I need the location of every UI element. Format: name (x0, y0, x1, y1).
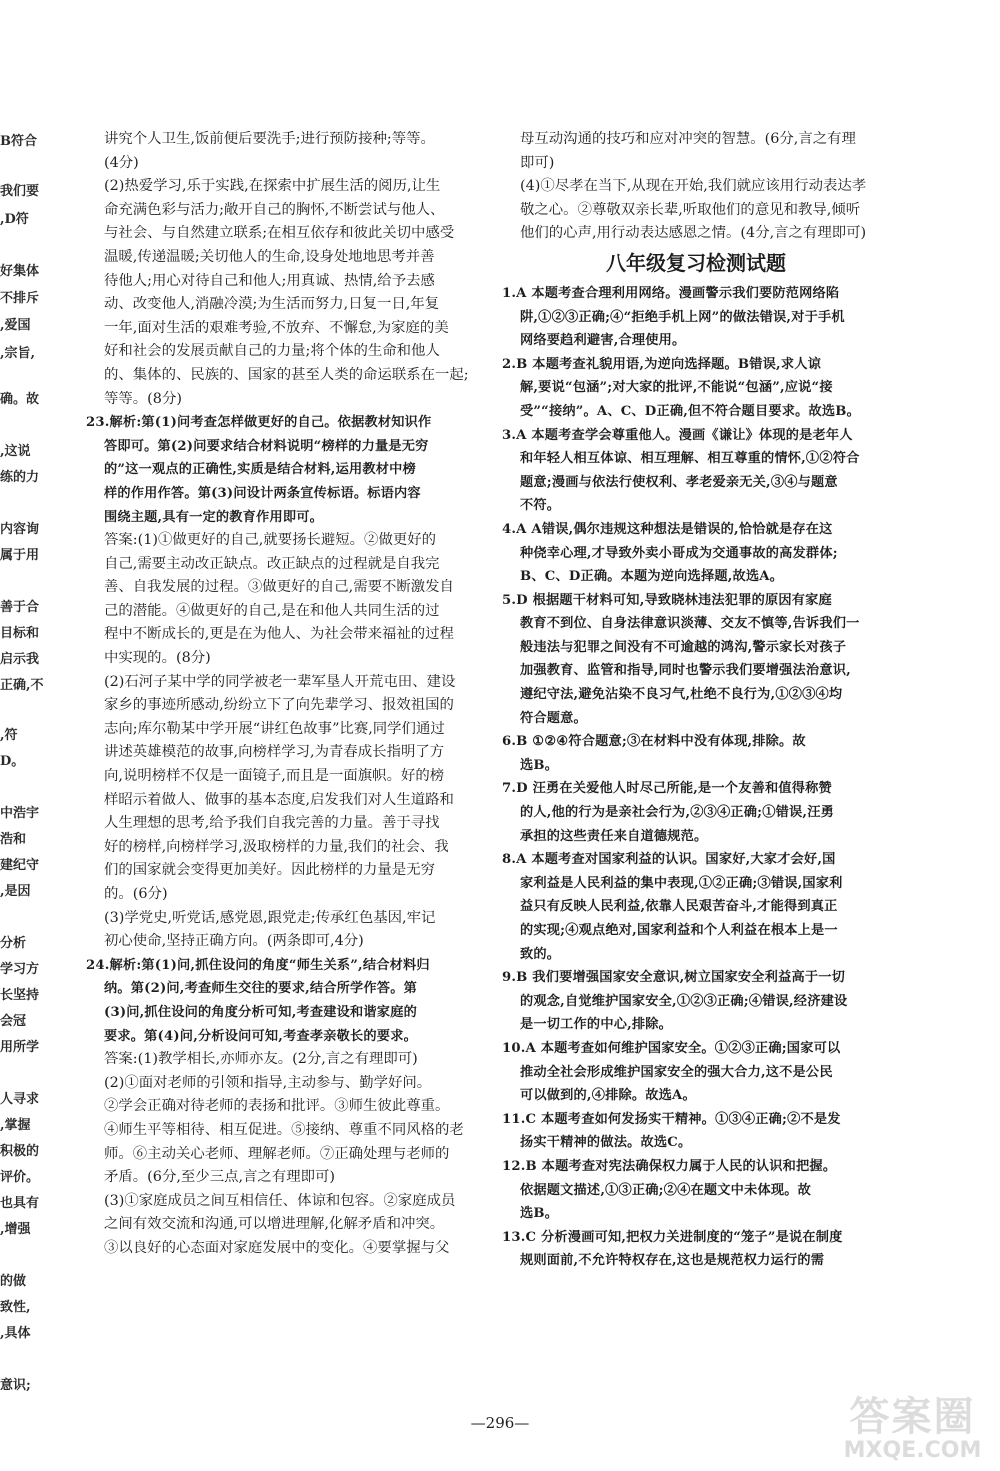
text-line: 讲述英雄模范的故事,向榜样学习,为青春成长指明了方 (104, 744, 445, 761)
text-line: (2)热爱学习,乐于实践,在探索中扩展生活的阅历,让生 (104, 178, 441, 195)
cropped-text-fragment: 启示我 (0, 652, 40, 667)
cropped-text-fragment: 分析 (0, 936, 27, 951)
cropped-text-fragment: 善于合 (0, 600, 40, 615)
answer-line: 4.A A错误,偶尔违规这种想法是错误的,恰恰就是存在这 (502, 521, 833, 537)
cropped-text-fragment: ,是因 (0, 884, 31, 899)
text-line: 人生理想的思考,给予我们自我完善的力量。善于寻找 (104, 815, 440, 832)
answer-line: 推动全社会形成维护国家安全的强大合力,这不是公民 (520, 1064, 833, 1080)
cropped-text-fragment: B符合 (0, 134, 37, 149)
text-line: 即可) (520, 154, 555, 171)
text-line: 母互动沟通的技巧和应对冲突的智慧。(6分,言之有理 (520, 131, 856, 147)
answer-line: 受”“接纳”。A、C、D正确,但不符合题目要求。故选B。 (520, 403, 861, 419)
cropped-text-fragment: ,掌握 (0, 1118, 31, 1133)
cropped-text-fragment: 正确,不 (0, 678, 44, 693)
answer-line: 的观念,自觉维护国家安全,①②③正确;④错误,经济建设 (520, 993, 848, 1009)
answer-line: 不符。 (520, 498, 561, 514)
text-line: 之间有效交流和沟通,可以增进理解,化解矛盾和冲突。 (104, 1216, 445, 1233)
text-line: (4)①尽孝在当下,从现在开始,我们就应该用行动表达孝 (520, 178, 867, 195)
text-line: 24.解析:第(1)问,抓住设问的角度“师生关系”,结合材料归 (86, 957, 430, 973)
text-line: 要求。第(4)问,分析设问可知,考查孝亲敬长的要求。 (104, 1028, 417, 1044)
text-line: ④师生平等相待、相互促进。⑤接纳、尊重不同风格的老 (104, 1121, 464, 1138)
answer-line: 10.A 本题考查如何维护国家安全。①②③正确;国家可以 (502, 1040, 841, 1056)
answer-line: 阱,①②③正确;④“拒绝手机上网”的做法错误,对于手机 (520, 309, 845, 325)
answer-line: 是一切工作的中心,排除。 (520, 1017, 673, 1033)
answer-line: 般违法与犯罪之间没有不可逾越的鸿沟,警示家长对孩子 (520, 639, 847, 655)
text-line: (3)①家庭成员之间互相信任、体谅和包容。②家庭成员 (104, 1192, 456, 1209)
text-line: 围绕主题,具有一定的教育作用即可。 (104, 509, 323, 525)
answer-line: 和年轻人相互体谅、相互理解、相互尊重的情怀,①②符合 (520, 451, 860, 467)
text-line: 矛盾。(6分,至少三点,言之有理即可) (104, 1169, 336, 1186)
text-line: 的、集体的、民族的、国家的甚至人类的命运联系在一起; (104, 366, 469, 383)
text-line: 答即可。第(2)问要求结合材料说明“榜样的力量是无穷 (104, 438, 429, 454)
watermark-logo-text: 答案圈 (849, 1394, 976, 1440)
text-line: (3)问,抓住设问的角度分析可知,考查建设和谐家庭的 (104, 1004, 417, 1020)
cropped-text-fragment: 确。故 (0, 392, 40, 407)
cropped-text-fragment: ,具体 (0, 1326, 31, 1341)
text-line: 答案:(1)①做更好的自己,就要扬长避短。②做更好的 (104, 532, 437, 549)
cropped-text-fragment: ,宗旨, (0, 346, 36, 361)
cropped-text-fragment: 建纪守 (0, 858, 40, 873)
answer-line: 的人,他的行为是亲社会行为,②③④正确;①错误,汪勇 (520, 805, 834, 821)
cropped-text-fragment: 好集体 (0, 264, 40, 279)
text-line: 好的榜样,向榜样学习,汲取榜样的力量,我们的社会、我 (104, 838, 449, 855)
answer-line: 5.D 根据题干材料可知,导致晓林违法犯罪的原因有家庭 (502, 592, 832, 608)
text-line: 待他人;用心对待自己和他人;用真诚、热情,给予去感 (104, 272, 435, 289)
text-line: 志向;库尔勒某中学开展“讲红色故事”比赛,同学们通过 (104, 720, 445, 737)
answer-line: 解,要说“包涵”;对大家的批评,不能说“包涵”,应说“接 (520, 380, 833, 396)
section-title: 八年级复习检测试题 (606, 250, 786, 275)
cropped-text-fragment: ,爱国 (0, 318, 31, 333)
cropped-text-fragment: 致性, (0, 1300, 31, 1315)
answer-line: 符合题意。 (520, 710, 587, 726)
cropped-text-fragment: 也具有 (0, 1196, 40, 1211)
answer-line: 种侥幸心理,才导致外卖小哥成为交通事故的高发群体; (520, 545, 838, 561)
answer-line: 教育不到位、自身法律意识淡薄、交友不慎等,告诉我们一 (520, 616, 860, 632)
cropped-text-fragment: 意识; (0, 1378, 31, 1393)
cropped-text-fragment: ,这说 (0, 444, 31, 459)
cropped-text-fragment: 不排斥 (0, 291, 40, 306)
answer-line: 益只有反映人民利益,依靠人民艰苦奋斗,才能得到真正 (520, 899, 838, 915)
answer-line: 规则面前,不允许特权存在,这也是规范权力运行的需 (520, 1253, 825, 1269)
cropped-text-fragment: 长坚持 (0, 988, 40, 1003)
cropped-text-fragment: 练的力 (0, 470, 40, 485)
text-line: 师。⑥主动关心老师、理解老师。⑦正确处理与老师的 (104, 1145, 450, 1162)
answer-line: 9.B 我们要增强国家安全意识,树立国家安全利益高于一切 (502, 970, 846, 986)
cropped-text-fragment: D。 (0, 754, 25, 769)
text-line: ②学会正确对待老师的表扬和批评。③师生彼此尊重。 (104, 1098, 450, 1115)
cropped-text-fragment: 用所学 (0, 1040, 40, 1055)
answer-line: 选B。 (520, 1206, 559, 1222)
text-line: 纳。第(2)问,考查师生交往的要求,结合所学作答。第 (104, 981, 417, 997)
text-line: 己的潜能。④做更好的自己,是在和他人共同生活的过 (104, 602, 440, 619)
cropped-text-fragment: ,增强 (0, 1222, 31, 1237)
text-line: (2)①面对老师的引领和指导,主动参与、勤学好问。 (104, 1074, 432, 1091)
text-line: 自己,需要主动改正缺点。改正缺点的过程就是自我完 (104, 555, 440, 572)
text-line: 样昭示着做人、做事的基本态度,启发我们对人生道路和 (104, 791, 454, 808)
text-line: 向,说明榜样不仅是一面镜子,而且是一面旗帜。好的榜 (104, 768, 445, 785)
text-line: (3)学党史,听党话,感党恩,跟党走;传承红色基因,牢记 (104, 909, 436, 926)
cropped-text-fragment: 目标和 (0, 626, 40, 641)
text-line: (4分) (104, 154, 139, 171)
middle-column (86, 128, 482, 1261)
text-line: 与社会、与自然建立联系;在相互依存和彼此关切中感受 (104, 225, 455, 242)
text-line: 他们的心声,用行动表达感恩之情。(4分,言之有理即可) (520, 225, 867, 242)
cropped-text-fragment: 评价。 (0, 1170, 40, 1185)
cropped-text-fragment: 我们要 (0, 184, 40, 199)
watermark-logo (835, 1395, 990, 1463)
text-line: (2)石河子某中学的同学被老一辈军垦人开荒屯田、建设 (104, 673, 456, 690)
answer-line: 遵纪守法,避免沾染不良习气,杜绝不良行为,①②③④均 (520, 687, 843, 703)
right-column-continuation (502, 128, 890, 246)
answer-line: 11.C 本题考查如何发扬实干精神。①③④正确;②不是发 (502, 1111, 841, 1127)
answer-line: 致的。 (520, 946, 561, 962)
text-line: 温暖,传递温暖;关切他人的生命,设身处地地思考并善 (104, 248, 435, 265)
text-line: 好和社会的发展贡献自己的力量;将个体的生命和他人 (104, 343, 440, 360)
text-line: 初心使命,坚持正确方向。(两条即可,4分) (104, 933, 364, 950)
answer-line: 8.A 本题考查对国家利益的认识。国家好,大家才会好,国 (502, 852, 836, 868)
cropped-text-fragment: 内容询 (0, 522, 40, 537)
cropped-text-fragment: ,符 (0, 728, 18, 743)
text-line: 善、自我发展的过程。③做更好的自己,需要不断激发自 (104, 579, 454, 596)
right-column (502, 128, 890, 1273)
answer-line: B、C、D正确。本题为逆向选择题,故选A。 (520, 569, 784, 585)
answer-line: 可以做到的,④排除。故选A。 (520, 1088, 696, 1104)
text-line: 答案:(1)教学相长,亦师亦友。(2分,言之有理即可) (104, 1051, 418, 1068)
text-line: 的。(6分) (104, 886, 168, 902)
cropped-text-fragment: 会冠 (0, 1014, 27, 1029)
answer-line: 的实现;④观点绝对,国家利益和个人利益在根本上是一 (520, 923, 838, 938)
cropped-text-fragment: 属于用 (0, 548, 40, 563)
answer-line: 13.C 分析漫画可知,把权力关进制度的“笼子”是说在制度 (502, 1229, 843, 1245)
cropped-text-fragment: 的做 (0, 1274, 27, 1289)
answer-line: 2.B 本题考查礼貌用语,为逆向选择题。B错误,求人谅 (502, 356, 821, 372)
answer-line: 7.D 汪勇在关爱他人时尽己所能,是一个友善和值得称赞 (502, 781, 832, 797)
text-line: 们的国家就会变得更加美好。因此榜样的力量是无穷 (104, 862, 435, 879)
text-line: 23.解析:第(1)问考查怎样做更好的自己。依据教材知识作 (86, 415, 432, 431)
answer-list (502, 282, 890, 1273)
text-line: 程中不断成长的,更是在为他人、为社会带来福祉的过程 (104, 626, 454, 643)
text-line: 样的作用作答。第(3)问设计两条宣传标语。标语内容 (104, 485, 421, 501)
answer-line: 依据题文描述,①③正确;②④在题文中未体现。故 (520, 1182, 811, 1198)
cropped-text-fragment: 学习方 (0, 962, 40, 977)
answer-line: 家利益是人民利益的集中表现,①②正确;③错误,国家利 (520, 875, 843, 891)
text-line: 动、改变他人,消融冷漠;为生活而努力,日复一日,年复 (104, 296, 440, 313)
cropped-text-fragment: 浩和 (0, 832, 27, 847)
cropped-text-fragment: 积极的 (0, 1144, 40, 1159)
answer-line: 加强教育、监管和指导,同时也警示我们要增强法治意识, (520, 663, 851, 679)
answer-line: 扬实干精神的做法。故选C。 (520, 1135, 692, 1151)
cropped-text-fragment: 中浩宇 (0, 806, 40, 821)
answer-line: 网络要趋利避害,合理使用。 (520, 333, 686, 349)
text-line: 一年,面对生活的艰难考验,不放弃、不懈怠,为家庭的美 (104, 319, 449, 336)
answer-line: 1.A 本题考查合理利用网络。漫画警示我们要防范网络陷 (502, 285, 840, 301)
answer-line: 3.A 本题考查学会尊重他人。漫画《谦让》体现的是老年人 (502, 427, 853, 443)
answer-line: 承担的这些责任来自道德规范。 (520, 828, 708, 844)
text-line: ③以良好的心态面对家庭发展中的变化。④要掌握与父 (104, 1239, 450, 1256)
text-line: 命充满色彩与活力;敞开自己的胸怀,不断尝试与他人、 (104, 201, 445, 218)
answer-line: 选B。 (520, 757, 559, 773)
answer-line: 12.B 本题考查对宪法确保权力属于人民的认识和把握。 (502, 1158, 837, 1174)
text-line: 等等。(8分) (104, 390, 182, 407)
answer-line: 题意;漫画与依法行使权利、孝老爱亲无关,③④与题意 (520, 474, 838, 490)
cropped-text-fragment: ,D符 (0, 212, 29, 227)
text-line: 讲究个人卫生,饭前便后要洗手;进行预防接种;等等。 (104, 131, 435, 147)
watermark-url: MXQE.COM (843, 1438, 982, 1463)
answer-line: 6.B ①②④符合题意;③在材料中没有体现,排除。故 (502, 734, 806, 750)
text-line: 敬之心。②尊敬双亲长辈,听取他们的意见和教导,倾听 (520, 201, 861, 218)
page-number: —296— (470, 1414, 530, 1432)
text-line: 的”这一观点的正确性,实质是结合材料,运用教材中榜 (104, 462, 416, 478)
text-line: 中实现的。(8分) (104, 650, 211, 667)
text-line: 家乡的事迹所感动,纷纷立下了向先辈学习、报效祖国的 (104, 697, 454, 714)
cropped-text-fragment: 人寻求 (0, 1092, 40, 1107)
